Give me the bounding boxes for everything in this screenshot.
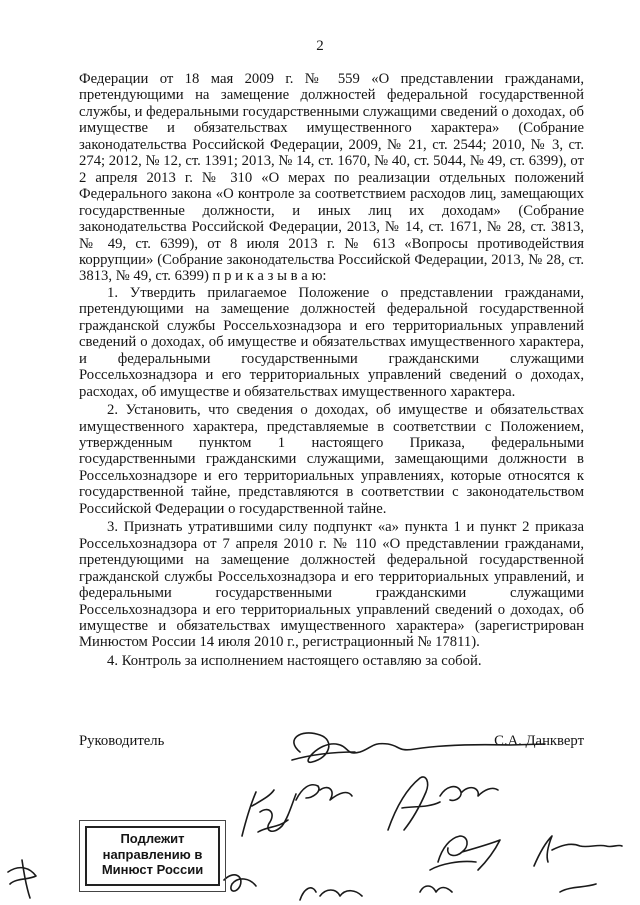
visa-5-handwriting: [534, 836, 622, 866]
registration-stamp: [85, 826, 220, 886]
visa-2-handwriting: [296, 785, 352, 800]
paragraph-item-2: 2. Установить, что сведения о доходах, об имуществе и обязательствах имущественного характера, представляемые в соответствии с Положением, утвержденным пунктом 1 настоящего Приказа, федеральными государственными гражданскими служащими, замещающими должности в Россельхознадзоре и его территориальных управлениях, которые относятся к государственной тайне, представляются в соответствии с законодательством Российской Федерации о государственной тайне.: [79, 402, 584, 517]
stamp-line-3: Минюст России: [101, 862, 204, 877]
paragraph-item-3: 3. Признать утратившими силу подпункт «а» пункта 1 и пункт 2 приказа Россельхознадзора от 7 апреля 2010 г. № 110 «О представлении гражданами, претендующими на замещение должностей федеральной государственной гражданской службы Россельхознадзора и его территориальных управлений, и федеральными государственными гражданскими служащими Россельхознадзора и его территориальных управлений сведений о доходах, об имуществе и обязательствах имущественного характера» (зарегистрирован Минюстом России 14 июля 2010 г., регистрационный № 17811).: [79, 519, 584, 651]
visa-4-handwriting: [430, 836, 500, 870]
stamp-line-2: направлению в: [102, 846, 203, 862]
visa-1-handwriting: [242, 790, 296, 836]
signatory-title: Руководитель: [79, 733, 165, 749]
paragraph-preamble: Федерации от 18 мая 2009 г. № 559 «О представлении гражданами, претендующими на замещение должностей федеральной государственной службы, и федеральными государственными служащими сведений о доходах, об имуществе и обязательствах имущественного характера» (Собрание законодательства Российской Федерации, 2009, № 21, ст. 2544; 2010, № 3, ст. 274; 2012, № 12, ст. 1391; 2013, № 14, ст. 1670, № 40, ст. 5044, № 49, ст. 6399), от 2 апреля 2013 г. № 310 «О мерах по реализации отдельных положений Федерального закона «О контроле за соответствием расходов лиц, замещающих государственные должности, и иных лиц их доходам» (Собрание законодательства Российской Федерации, 2013, № 14, ст. 1671, № 28, ст. 3813, № 49, ст. 6399), от 8 июля 2013 г. № 613 «Вопросы противодействия коррупции» (Собрание законодательства Российской Федерации, 2013, № 28, ст. 3813, № 49, ст. 6399) п р и к а з ы в а ю:: [79, 71, 585, 285]
paragraph-item-1: 1. Утвердить прилагаемое Положение о представлении гражданами, претендующими на замещение должностей федеральной государственной гражданской службы Россельхознадзора и его территориальных управлений сведений о доходах, об имуществе и обязательствах имущественного характера, и федеральными государственными гражданскими служащими Россельхознадзора и его территориальных управлений сведений о доходах, расходах, об имуществе и обязательствах имущественного характера.: [79, 284, 584, 400]
head-signature: [292, 733, 545, 762]
stamp-line-1: Подлежит: [120, 831, 185, 846]
paragraph-item-4: 4. Контроль за исполнением настоящего оставляю за собой.: [107, 652, 482, 669]
page-number: 2: [316, 38, 324, 54]
visa-3-handwriting: [388, 777, 498, 830]
signatory-name: С.А. Данкверт: [494, 733, 584, 749]
